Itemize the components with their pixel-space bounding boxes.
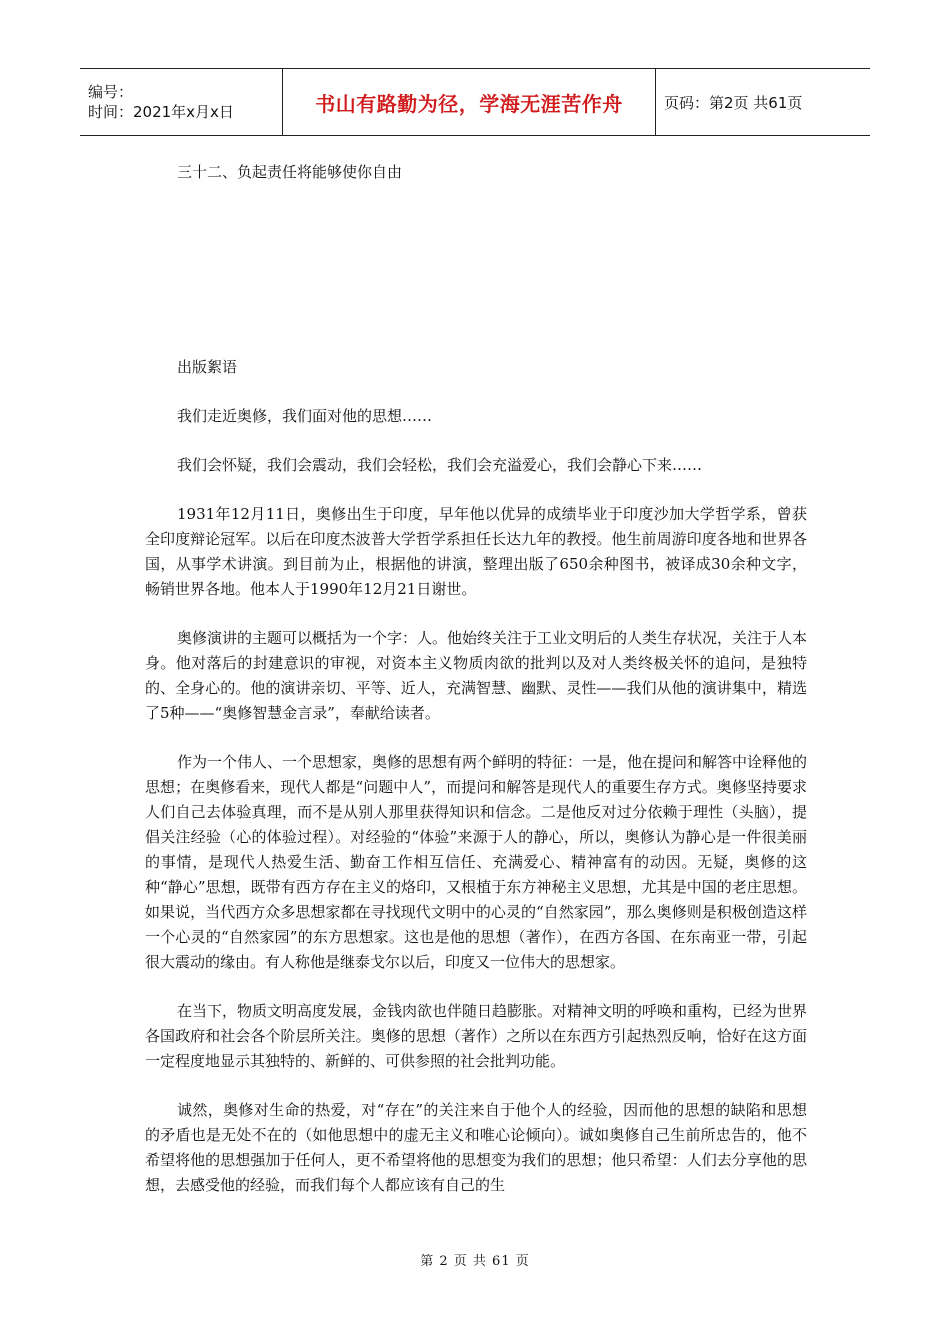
number-label: 编号：: [88, 83, 134, 101]
section-title: 出版絮语: [177, 358, 238, 376]
page-footer: 第 2 页 共 61 页: [420, 1254, 530, 1269]
time-label: 时间：2021年x月x日: [88, 103, 234, 121]
page-header: [80, 68, 870, 136]
header-left: [80, 69, 282, 135]
paragraph: 诚然，奥修对生命的热爱，对“存在”的关注来自于他个人的经验，因而他的思想的缺陷和思想的矛盾也是无处不在的（如他思想中的虚无主义和唯心论倾向）。诚如奥修自己生前所忠告的，他不希望将他的思想强加于任何人，更不希望将他的思想变为我们的思想；他只希望：人们去分享他的思想，去感受他的经验，而我们每个人都应该有自己的生: [145, 1101, 807, 1194]
header-right: [656, 69, 870, 135]
motto: 书山有路勤为径，学海无涯苦作舟: [315, 91, 623, 116]
paragraph: 作为一个伟人、一个思想家，奥修的思想有两个鲜明的特征：一是，他在提问和解答中诠释他的思想；在奥修看来，现代人都是“问题中人”，而提问和解答是现代人的重要生存方式。奥修坚持要求人们自己去体验真理，而不是从别人那里获得知识和信念。二是他反对过分依赖于理性（头脑），提倡关注经验（心的体验过程）。对经验的“体验”来源于人的静心，所以，奥修认为静心是一件很美丽的事情，是现代人热爱生活、勤奋工作相互信任、充满爱心、精神富有的动因。无疑，奥修的这种“静心”思想，既带有西方存在主义的烙印，又根植于东方神秘主义思想，尤其是中国的老庄思想。如果说，当代西方众多思想家都在寻找现代文明中的心灵的“自然家园”，那么奥修则是积极创造这样一个心灵的“自然家园”的东方思想家。这也是他的思想（著作），在西方各国、在东南亚一带，引起很大震动的缘由。有人称他是继泰戈尔以后，印度又一位伟大的思想家。: [145, 753, 808, 971]
paragraph: 我们走近奥修，我们面对他的思想……: [177, 407, 433, 425]
paragraph: 在当下，物质文明高度发展，金钱肉欲也伴随日趋膨胀。对精神文明的呼唤和重构，已经为世界各国政府和社会各个阶层所关注。奥修的思想（著作）之所以在东西方引起热烈反响，恰好在这方面一定程度地显示其独特的、新鲜的、可供参照的社会批判功能。: [145, 1002, 808, 1070]
page-info: 页码：第2页 共61页: [664, 93, 803, 112]
paragraph: 1931年12月11日，奥修出生于印度，早年他以优异的成绩毕业于印度沙加大学哲学系，曾获全印度辩论冠军。以后在印度杰波普大学哲学系担任长达九年的教授。他生前周游印度各地和世界各国，从事学术讲演。到目前为止，根据他的讲演，整理出版了650余种图书，被译成30余种文字，畅销世界各地。他本人于1990年12月21日谢世。: [145, 505, 807, 598]
paragraph: 奥修演讲的主题可以概括为一个字：人。他始终关注于工业文明后的人类生存状况，关注于人本身。他对落后的封建意识的审视，对资本主义物质肉欲的批判以及对人类终极关怀的追问，是独特的、全身心的。他的演讲亲切、平等、近人，充满智慧、幽默、灵性——我们从他的演讲集中，精选了5种——“奥修智慧金言录”，奉献给读者。: [145, 629, 808, 722]
chapter-title: 三十二、负起责任将能够使你自由: [177, 163, 403, 181]
header-middle: [282, 69, 656, 135]
paragraph: 我们会怀疑，我们会震动，我们会轻松，我们会充溢爱心，我们会静心下来……: [177, 456, 703, 474]
document-body: [145, 150, 807, 1198]
